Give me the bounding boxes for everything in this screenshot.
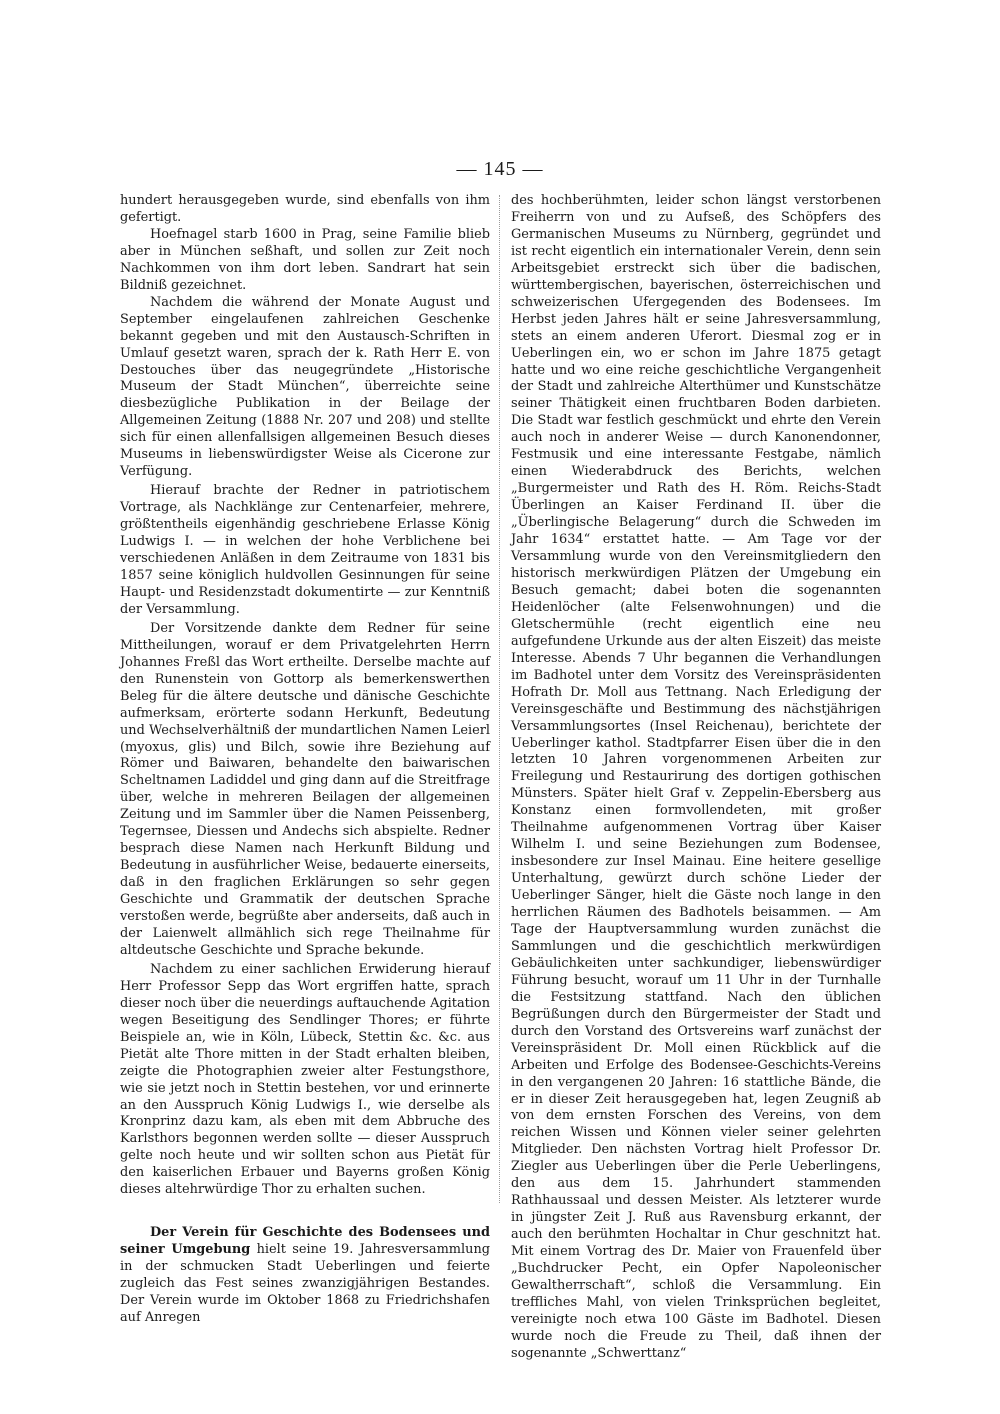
paragraph: hundert herausgegeben wurde, sind ebenfalls von ihm gefertigt.: [120, 193, 490, 225]
column-divider: [499, 195, 500, 1203]
paragraph: des hochberühmten, leider schon längst verstorbenen Freiherrn von und zu Aufseß, des Schöpfers des Germanischen Museums zu Nürnberg, gegründet und ist recht eigentlich ein internationaler Verein, denn sein Arbeitsgebiet erstreckt sich über die badischen, württembergischen, bayerischen, österreichischen und schweizerischen Ufergegenden des Bodensees. Im Herbst jeden Jahres hält er seine Jahresversammlung, stets an einem anderen Uferort. Diesmal zog er in Ueberlingen ein, wo er schon im Jahre 1875 getagt hatte und wo eine reiche geschichtliche Vergangenheit der Stadt und zahlreiche Alterthümer und Kunstschätze seiner Thätigkeit einen fruchtbaren Boden darbieten. Die Stadt war festlich geschmückt und ehrte den Verein auch noch in anderer Weise — durch Kanonendonner, Festmusik und eine interessante Festgabe, nämlich einen Wiederabdruck des Berichts, welchen „Burgermeister und Rath des H. Röm. Reichs-Stadt Überlingen an Kaiser Ferdinand II. über die „Überlingische Belagerung“ durch die Schweden im Jahr 1634“ erstattet hatte. — Am Tage vor der Versammlung wurde von den Vereinsmitgliedern den historisch merkwürdigen Plätzen der Umgebung ein Besuch gemacht; dabei boten die sogenannten Heidenlöcher (alte Felsenwohnungen) und die Gletschermühle (recht eigentlich eine neu aufgefundene Urkunde aus der alten Eiszeit) das meiste Interesse. Abends 7 Uhr begannen die Verhandlungen im Badhotel unter dem Vorsitz des Vereinspräsidenten Hofrath Dr. Moll aus Tettnang. Nach Erledigung der Vereinsgeschäfte und Bestimmung des nächstjährigen Versammlungsortes (Insel Reichenau), berichtete der Ueberlinger kathol. Stadtpfarrer Eisen über die in den letzten 10 Jahren vorgenommenen Arbeiten zur Freilegung und Restaurirung des dortigen gothischen Münsters. Später hielt Graf v. Zeppelin-Ebersberg aus Konstanz einen formvollendeten, mit großer Theilnahme aufgenommenen Vortrag über Kaiser Wilhelm I. und seine Beziehungen zum Bodensee, insbesondere zur Insel Mainau. Eine heitere gesellige Unterhaltung, gewürzt durch schöne Lieder der Ueberlinger Sänger, hielt die Gäste noch lange in den herrlichen Räumen des Badhotels beisammen. — Am Tage der Hauptversammlung wurden zunächst die Sammlungen und die geschichtlich merkwürdigen Gebäulichkeiten unter sachkundiger, liebenswürdiger Führung besucht, worauf um 11 Uhr in der Turnhalle die Festsitzung stattfand. Nach den üblichen Begrüßungen durch den Bürgermeister der Stadt und durch den Vorstand des Ortsvereins warf zunächst der Vereinspräsident Dr. Moll einen Rückblick auf die Arbeiten und Erfolge des Bodensee-Geschichts-Vereins in den vergangenen 20 Jahren: 16 stattliche Bände, die er in dieser Zeit herausgegeben hat, legen Zeugniß ab von dem ernsten Forschen des Vereins, von dem reichen Wissen und Können vieler seiner gelehrten Mitglieder. Den nächsten Vortrag hielt Professor Dr. Ziegler aus Ueberlingen über die Perle Ueberlingens, den aus dem 15. Jahrhundert stammenden Rathhaussaal und dessen Meister. Als letzterer wurde in jüngster Zeit J. Ruß aus Ravensburg erkannt, der auch den berühmten Hochaltar in Chur geschnitzt hat. Mit einem Vortrag des Dr. Maier von Frauenfeld über „Buchdrucker Pecht, ein Opfer Napoleonischer Gewaltherrschaft“, schloß die Versammlung. Ein treffliches Mahl, von vielen Trinksprüchen begleitet, vereinigte noch etwa 100 Gäste im Badhotel. Diesen wurde noch die Freude zu Theil, daß ihnen der sogenannte „Schwerttanz“: [511, 193, 881, 1361]
page-number: — 145 —: [456, 158, 544, 180]
paragraph: Hoefnagel starb 1600 in Prag, seine Familie blieb aber in München seßhaft, und sollen zur Zeit noch Nachkommen von ihm dort leben. Sandrart hat sein Bildniß gezeichnet.: [120, 226, 490, 293]
paragraph: Nachdem zu einer sachlichen Erwiderung hierauf Herr Professor Sepp das Wort ergriffen hatte, sprach dieser noch über die neuerdings auftauchende Agitation wegen Beseitigung des Sendlinger Thores; er führte Beispiele an, wie in Köln, Lübeck, Stettin &c. &c. aus Pietät alte Thore mitten in der Stadt erhalten bleiben, zeigte die Photographien zweier alter Festungsthore, wie sie jetzt noch in Stettin bestehen, vor und erinnerte an den Ausspruch König Ludwigs I., wie derselbe als Kronprinz dazu kam, als eben mit dem Abbruche des Karlsthors begonnen werden sollte — dieser Ausspruch gelte noch heute und wir sollten schon aus Pietät für den kaiserlichen Erbauer und Bayerns großen König dieses altehrwürdige Thor zu erhalten suchen.: [120, 961, 490, 1198]
section-heading: Der Verein für Geschichte des Bodensees und seiner Umgebung: [120, 1225, 490, 1258]
left-column: [120, 193, 490, 1327]
section-paragraph: [120, 1225, 490, 1327]
right-column: [511, 193, 881, 1363]
section-text: hielt seine 19. Jahresversammlung in der schmucken Stadt Ueberlingen und feierte zugleich das Fest seines zwanzigjährigen Bestandes. Der Verein wurde im Oktober 1868 zu Friedrichshafen auf Anregen: [120, 1242, 490, 1325]
paragraph: Hierauf brachte der Redner in patriotischem Vortrage, als Nachklänge zur Centenarfeier, mehrere, größtentheils eigenhändig geschriebene Erlasse König Ludwigs I. — in welchen der hohe Verblichene bei verschiedenen Anläßen in dem Zeitraume von 1831 bis 1857 seine königlich huldvollen Gesinnungen für seine Haupt- und Residenzstadt dokumentirte — zur Kenntniß der Versammlung.: [120, 483, 490, 617]
paragraph: Der Vorsitzende dankte dem Redner für seine Mittheilungen, worauf er dem Privatgelehrten Herrn Johannes Freßl das Wort ertheilte. Derselbe machte auf den Runenstein von Gottorp als bemerkenswerthen Beleg für die ältere deutsche und dänische Geschichte aufmerksam, erörterte sodann Herkunft, Bedeutung und Wechselverhältniß der mundartlichen Namen Leierl (myoxus, glis) und Bilch, sowie ihre Beziehung auf Römer und Baiwaren, behandelte den baiwarischen Scheltnamen Ladiddel und ging dann auf die Streitfrage über, welche in mehreren Beilagen der allgemeinen Zeitung und im Sammler über die Namen Peissenberg, Tegernsee, Diessen und Andechs sich abspielte. Redner besprach diese Namen nach Herkunft Bildung und Bedeutung in ausführlicher Weise, bedauerte einerseits, daß in den fraglichen Erklärungen so sehr gegen Geschichte und Grammatik der deutschen Sprache verstoßen werde, begrüßte aber anderseits, daß auch in der Laienwelt allmählich sich rege Theilnahme für altdeutsche Geschichte und Sprache bekunde.: [120, 620, 490, 958]
paragraph: Nachdem die während der Monate August und September eingelaufenen zahlreichen Geschenke bekannt gegeben und mit den Austausch-Schriften in Umlauf gesetzt waren, sprach der k. Rath Herr E. von Destouches über das neugegründete „Historische Museum der Stadt München“, überreichte seine diesbezügliche Publikation in der Beilage der Allgemeinen Zeitung (1888 Nr. 207 und 208) und stellte sich für einen allenfallsigen allgemeinen Besuch dieses Museums in liebenswürdigster Weise als Cicerone zur Verfügung.: [120, 294, 490, 480]
